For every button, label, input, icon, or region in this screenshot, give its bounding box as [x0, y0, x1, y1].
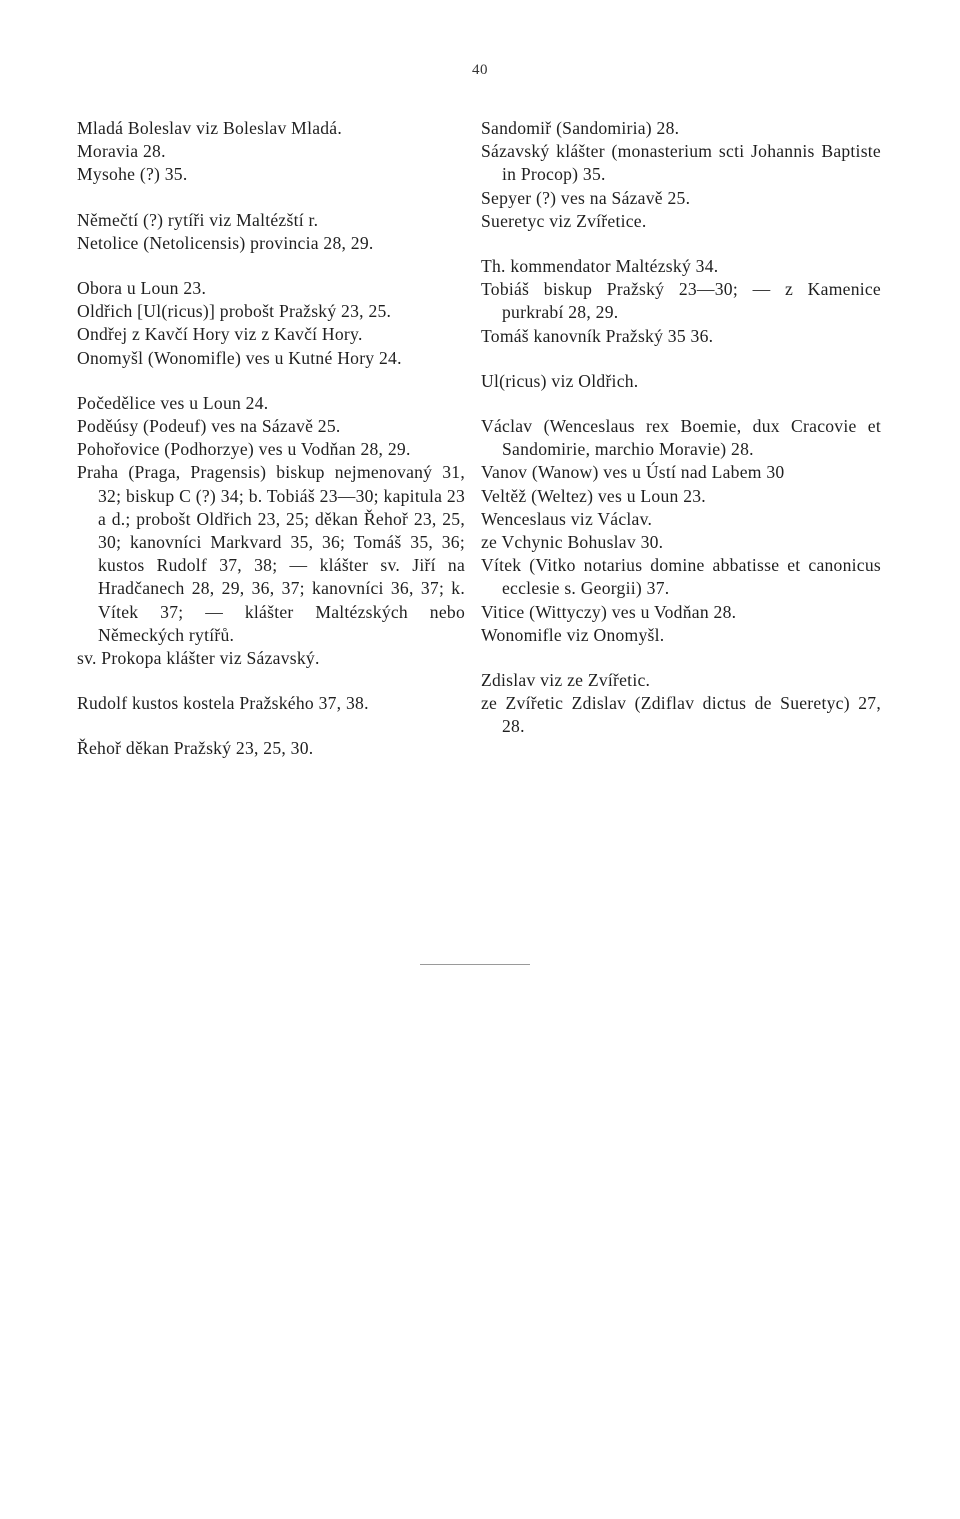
index-entry: Mysohe (?) 35.	[77, 164, 188, 185]
index-entry: Wonomifle viz Onomyšl.	[481, 624, 665, 645]
index-entry: ze Zvířetic Zdislav (Zdiflav dictus de Sueretyc) 27, 28.	[481, 693, 881, 737]
index-entry: ze Vchynic Bohuslav 30.	[481, 532, 664, 553]
index-entry: Sandomiř (Sandomiria) 28.	[481, 118, 680, 138]
index-entry: Th. kommendator Maltézský 34.	[481, 256, 719, 277]
index-entry: Řehoř děkan Pražský 23, 25, 30.	[77, 738, 314, 759]
index-entry: sv. Prokopa klášter viz Sázavský.	[77, 648, 320, 669]
index-entry: Tomáš kanovník Pražský 35 36.	[481, 325, 714, 346]
index-entry: Vítek (Vitko notarius domine abbatisse et canonicus ecclesie s. Georgii) 37.	[481, 555, 881, 599]
index-entry: Mladá Boleslav viz Boleslav Mladá.	[77, 118, 343, 138]
index-group	[77, 117, 465, 187]
index-entry: Počedělice ves u Loun 24.	[77, 392, 269, 413]
index-entry: Poděúsy (Podeuf) ves na Sázavě 25.	[77, 416, 341, 437]
index-entry: Vanov (Wanow) ves u Ústí nad Labem 30	[481, 462, 785, 483]
index-entry: Netolice (Netolicensis) provincia 28, 29.	[77, 232, 374, 253]
index-group	[481, 669, 881, 739]
index-column-right	[481, 117, 881, 761]
index-group	[77, 209, 465, 255]
index-entry: Veltěž (Weltez) ves u Loun 23.	[481, 485, 706, 506]
index-entry: Onomyšl (Wonomifle) ves u Kutné Hory 24.	[77, 347, 402, 368]
index-entry: Sueretyc viz Zvířetice.	[481, 210, 647, 231]
index-group	[77, 737, 465, 760]
index-entry: Ondřej z Kavčí Hory viz z Kavčí Hory.	[77, 324, 363, 345]
index-entry: Němečtí (?) rytíři viz Maltézští r.	[77, 209, 319, 230]
index-group	[77, 692, 465, 715]
page-number: 40	[472, 62, 488, 78]
index-entry: Moravia 28.	[77, 141, 166, 162]
index-entry: Tobiáš biskup Pražský 23—30; — z Kamenice purkrabí 28, 29.	[481, 279, 881, 323]
index-group	[77, 392, 465, 670]
index-entry: Ul(ricus) viz Oldřich.	[481, 370, 639, 391]
index-group	[481, 255, 881, 348]
index-entry: Oldřich [Ul(ricus)] probošt Pražský 23, 25.	[77, 301, 392, 322]
index-entry: Václav (Wenceslaus rex Boemie, dux Cracovie et Sandomirie, marchio Moravie) 28.	[481, 416, 881, 460]
index-group	[481, 415, 881, 647]
index-entry: Zdislav viz ze Zvířetic.	[481, 670, 651, 691]
index-group	[481, 370, 881, 393]
index-entry: Sepyer (?) ves na Sázavě 25.	[481, 187, 691, 208]
index-entry: Praha (Praga, Pragensis) biskup nejmenovaný 31, 32; biskup C (?) 34; b. Tobiáš 23—30; kapitula 23 a d.; probošt Oldřich 23, 25; děkan Řehoř 23, 25, 30; kanovníci Markvard 35, 36; Tomáš 35, 36; kustos Rudolf 37, 38; — klášter sv. Jiří na Hradčanech 28, 29, 36, 37; kanovníci 36, 37; k. Vítek 37; — klášter Maltézských nebo Německých rytířů.	[77, 462, 465, 645]
index-column-left	[77, 117, 465, 783]
index-entry: Pohořovice (Podhorzye) ves u Vodňan 28, 29.	[77, 439, 411, 460]
closing-rule	[420, 964, 530, 965]
index-entry: Vitice (Wittyczy) ves u Vodňan 28.	[481, 601, 737, 622]
index-entry: Wenceslaus viz Václav.	[481, 508, 653, 529]
index-entry: Obora u Loun 23.	[77, 278, 207, 299]
index-group	[481, 117, 881, 233]
index-entry: Rudolf kustos kostela Pražského 37, 38.	[77, 693, 369, 714]
index-entry: Sázavský klášter (monasterium scti Johannis Baptiste in Procop) 35.	[481, 141, 881, 185]
index-group	[77, 277, 465, 370]
